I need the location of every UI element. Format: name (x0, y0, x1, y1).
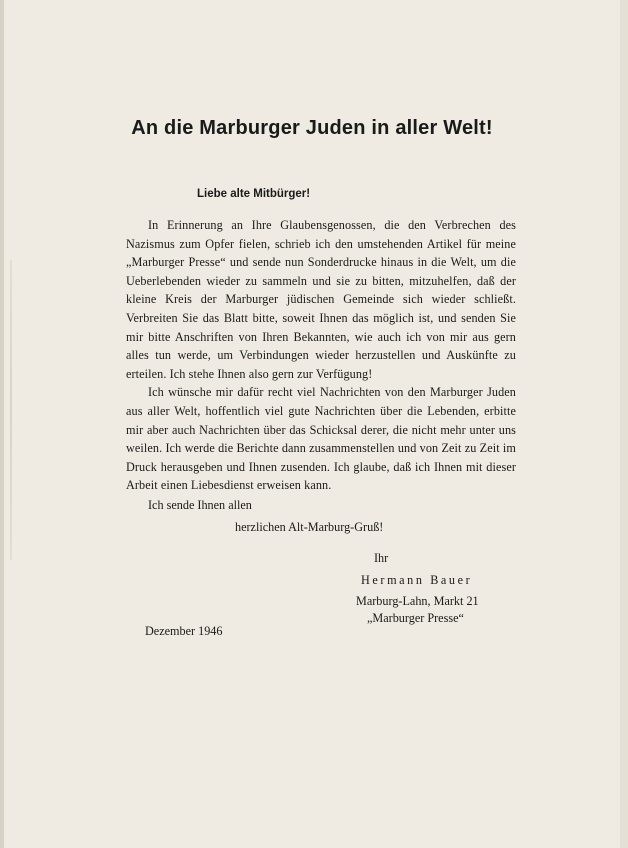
page-title: An die Marburger Juden in aller Welt! (131, 117, 493, 139)
closing-line-1: Ich sende Ihnen allen (148, 498, 252, 512)
salutation: Liebe alte Mitbürger! (197, 188, 311, 200)
signoff: Ihr (374, 551, 389, 565)
paragraph-2: Ich wünsche mir dafür recht viel Nachrichten von den Marburger Juden aus aller Welt, hoffentlich viel gute Nachrichten über die Lebenden, erbitte mir aber auch Nachrichten über das Schicksal derer, die nicht mehr unter uns weilen. Ich werde die Berichte dann zusammenstellen und von Zeit zu Zeit im Druck herausgeben und Ihnen zusenden. Ich glaube, daß ich Ihnen mit dieser Arbeit einen Liebesdienst erweisen kann. (126, 385, 516, 493)
letter-body (126, 216, 516, 495)
closing-line-2: herzlichen Alt-Marburg-Gruß! (235, 520, 384, 534)
signer-address: Marburg-Lahn, Markt 21 (356, 594, 479, 608)
page-edge-shadow (10, 260, 12, 560)
signer-newspaper: „Marburger Presse“ (367, 611, 464, 625)
letter-date: Dezember 1946 (145, 624, 223, 638)
signer-name: Hermann Bauer (361, 573, 473, 587)
paragraph-1: In Erinnerung an Ihre Glaubensgenossen, die den Verbrechen des Nazismus zum Opfer fielen, schrieb ich den umstehenden Artikel für meine „Marburger Presse“ und sende nun Sonderdrucke hinaus in die Welt, um die Ueberlebenden wieder zu sammeln und sie zu bitten, mitzuhelfen, daß der kleine Kreis der Marburger jüdischen Gemeinde sich wieder schließt. Verbreiten Sie das Blatt bitte, soweit Ihnen das möglich ist, und senden Sie mir bitte Anschriften von Ihren Bekannten, wie auch ich von mir aus gern alles tun werde, um Verbindungen wieder herzustellen und Auskünfte zu erteilen. Ich stehe Ihnen also gern zur Verfügung! (126, 218, 516, 381)
